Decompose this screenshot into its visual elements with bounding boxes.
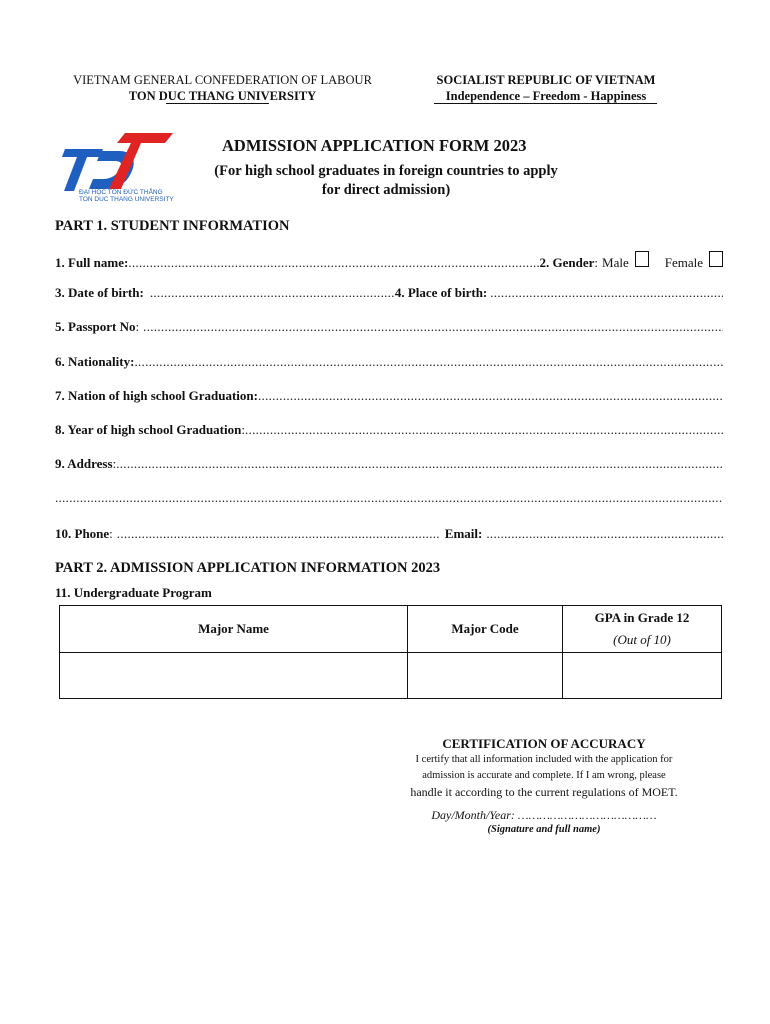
major-code-cell[interactable] (408, 653, 563, 699)
row-nationality (55, 354, 723, 370)
nationality-input[interactable] (134, 354, 723, 370)
male-label: Male (602, 255, 629, 270)
logo-caption-vn: ĐẠI HỌC TÔN ĐỨC THẮNG (79, 189, 163, 196)
dob-label: 3. Date of birth: (55, 285, 144, 300)
col-gpa (563, 606, 722, 653)
year-grad-label: 8. Year of high school Graduation (55, 422, 242, 437)
row-address (55, 456, 723, 472)
dob-input[interactable] (150, 285, 395, 301)
confederation-name: VIETNAM GENERAL CONFEDERATION OF LABOUR (73, 73, 372, 87)
gpa-header: GPA in Grade 12 (594, 610, 690, 625)
gender-colon: : (594, 255, 599, 270)
female-checkbox[interactable] (709, 251, 723, 267)
email-label: Email: (444, 526, 483, 541)
nation-grad-input[interactable] (258, 388, 723, 404)
logo-caption-en: TON DUC THANG UNIVERSITY (79, 196, 174, 203)
row-phone-email (55, 526, 723, 542)
cert-line3: handle it according to the current regulations of MOET. (410, 785, 678, 799)
address-input-line1[interactable] (116, 456, 723, 472)
phone-label: 10. Phone (55, 526, 110, 541)
year-grad-input[interactable] (245, 422, 723, 438)
university-name: TON DUC THANG UNIVERSITY (128, 89, 317, 103)
header-left-underline (166, 103, 269, 104)
passport-colon: : (135, 319, 140, 334)
header-right (405, 72, 687, 104)
row-passport (55, 319, 723, 335)
row-dob-pob (55, 285, 723, 301)
row-fullname-gender (55, 251, 723, 271)
row-year-grad (55, 422, 723, 438)
row-address-2 (55, 490, 723, 506)
col-major-code: Major Code (408, 606, 563, 653)
passport-label: 5. Passport No (55, 319, 136, 334)
form-title: ADMISSION APPLICATION FORM 2023 (222, 136, 527, 155)
female-label: Female (664, 255, 703, 270)
form-subtitle (186, 162, 586, 200)
program-label: 11. Undergraduate Program (55, 585, 212, 600)
tdt-logo-icon (55, 133, 180, 193)
email-input[interactable] (486, 526, 723, 542)
motto: Independence – Freedom - Happiness (445, 89, 647, 103)
phone-colon: : (109, 526, 113, 541)
address-input-line2[interactable] (55, 490, 723, 506)
certification-text (378, 752, 710, 800)
pob-input[interactable] (490, 285, 723, 301)
major-name-cell[interactable] (60, 653, 408, 699)
program-table (59, 605, 722, 699)
certification-title: CERTIFICATION OF ACCURACY (442, 736, 646, 751)
address-colon: : (112, 456, 117, 471)
university-logo (55, 133, 180, 205)
gpa-note: (Out of 10) (613, 632, 671, 647)
country-name: SOCIALIST REPUBLIC OF VIETNAM (436, 73, 656, 87)
row-nation-grad (55, 388, 723, 404)
date-field[interactable]: Day/Month/Year: ………………………………… (431, 808, 657, 822)
cert-line1: I certify that all information included with the application for (415, 754, 673, 765)
gpa-cell[interactable] (563, 653, 722, 699)
table-header-row (60, 606, 722, 653)
nation-grad-label: 7. Nation of high school Graduation: (55, 388, 258, 403)
address-label: 9. Address (55, 456, 113, 471)
full-name-label: 1. Full name: (55, 255, 129, 270)
subtitle-line1: (For high school graduates in foreign countries to apply (214, 163, 558, 179)
header-left (40, 72, 405, 104)
full-name-input[interactable] (128, 255, 539, 271)
header-right-underline (434, 103, 657, 104)
gender-label: 2. Gender (539, 255, 595, 270)
pob-label: 4. Place of birth: (394, 285, 488, 300)
signature-label: (Signature and full name) (487, 824, 601, 835)
phone-input[interactable] (117, 526, 439, 542)
male-checkbox[interactable] (635, 251, 649, 267)
cert-line2: admission is accurate and complete. If I am wrong, please (422, 770, 666, 781)
col-major-name: Major Name (60, 606, 408, 653)
subtitle-line2: for direct admission) (321, 182, 451, 198)
nationality-label: 6. Nationality: (55, 354, 135, 369)
passport-input[interactable] (143, 319, 723, 335)
table-row (60, 653, 722, 699)
part1-heading: PART 1. STUDENT INFORMATION (55, 218, 290, 234)
part2-heading: PART 2. ADMISSION APPLICATION INFORMATION 2023 (55, 560, 441, 576)
year-grad-colon: : (241, 422, 245, 437)
